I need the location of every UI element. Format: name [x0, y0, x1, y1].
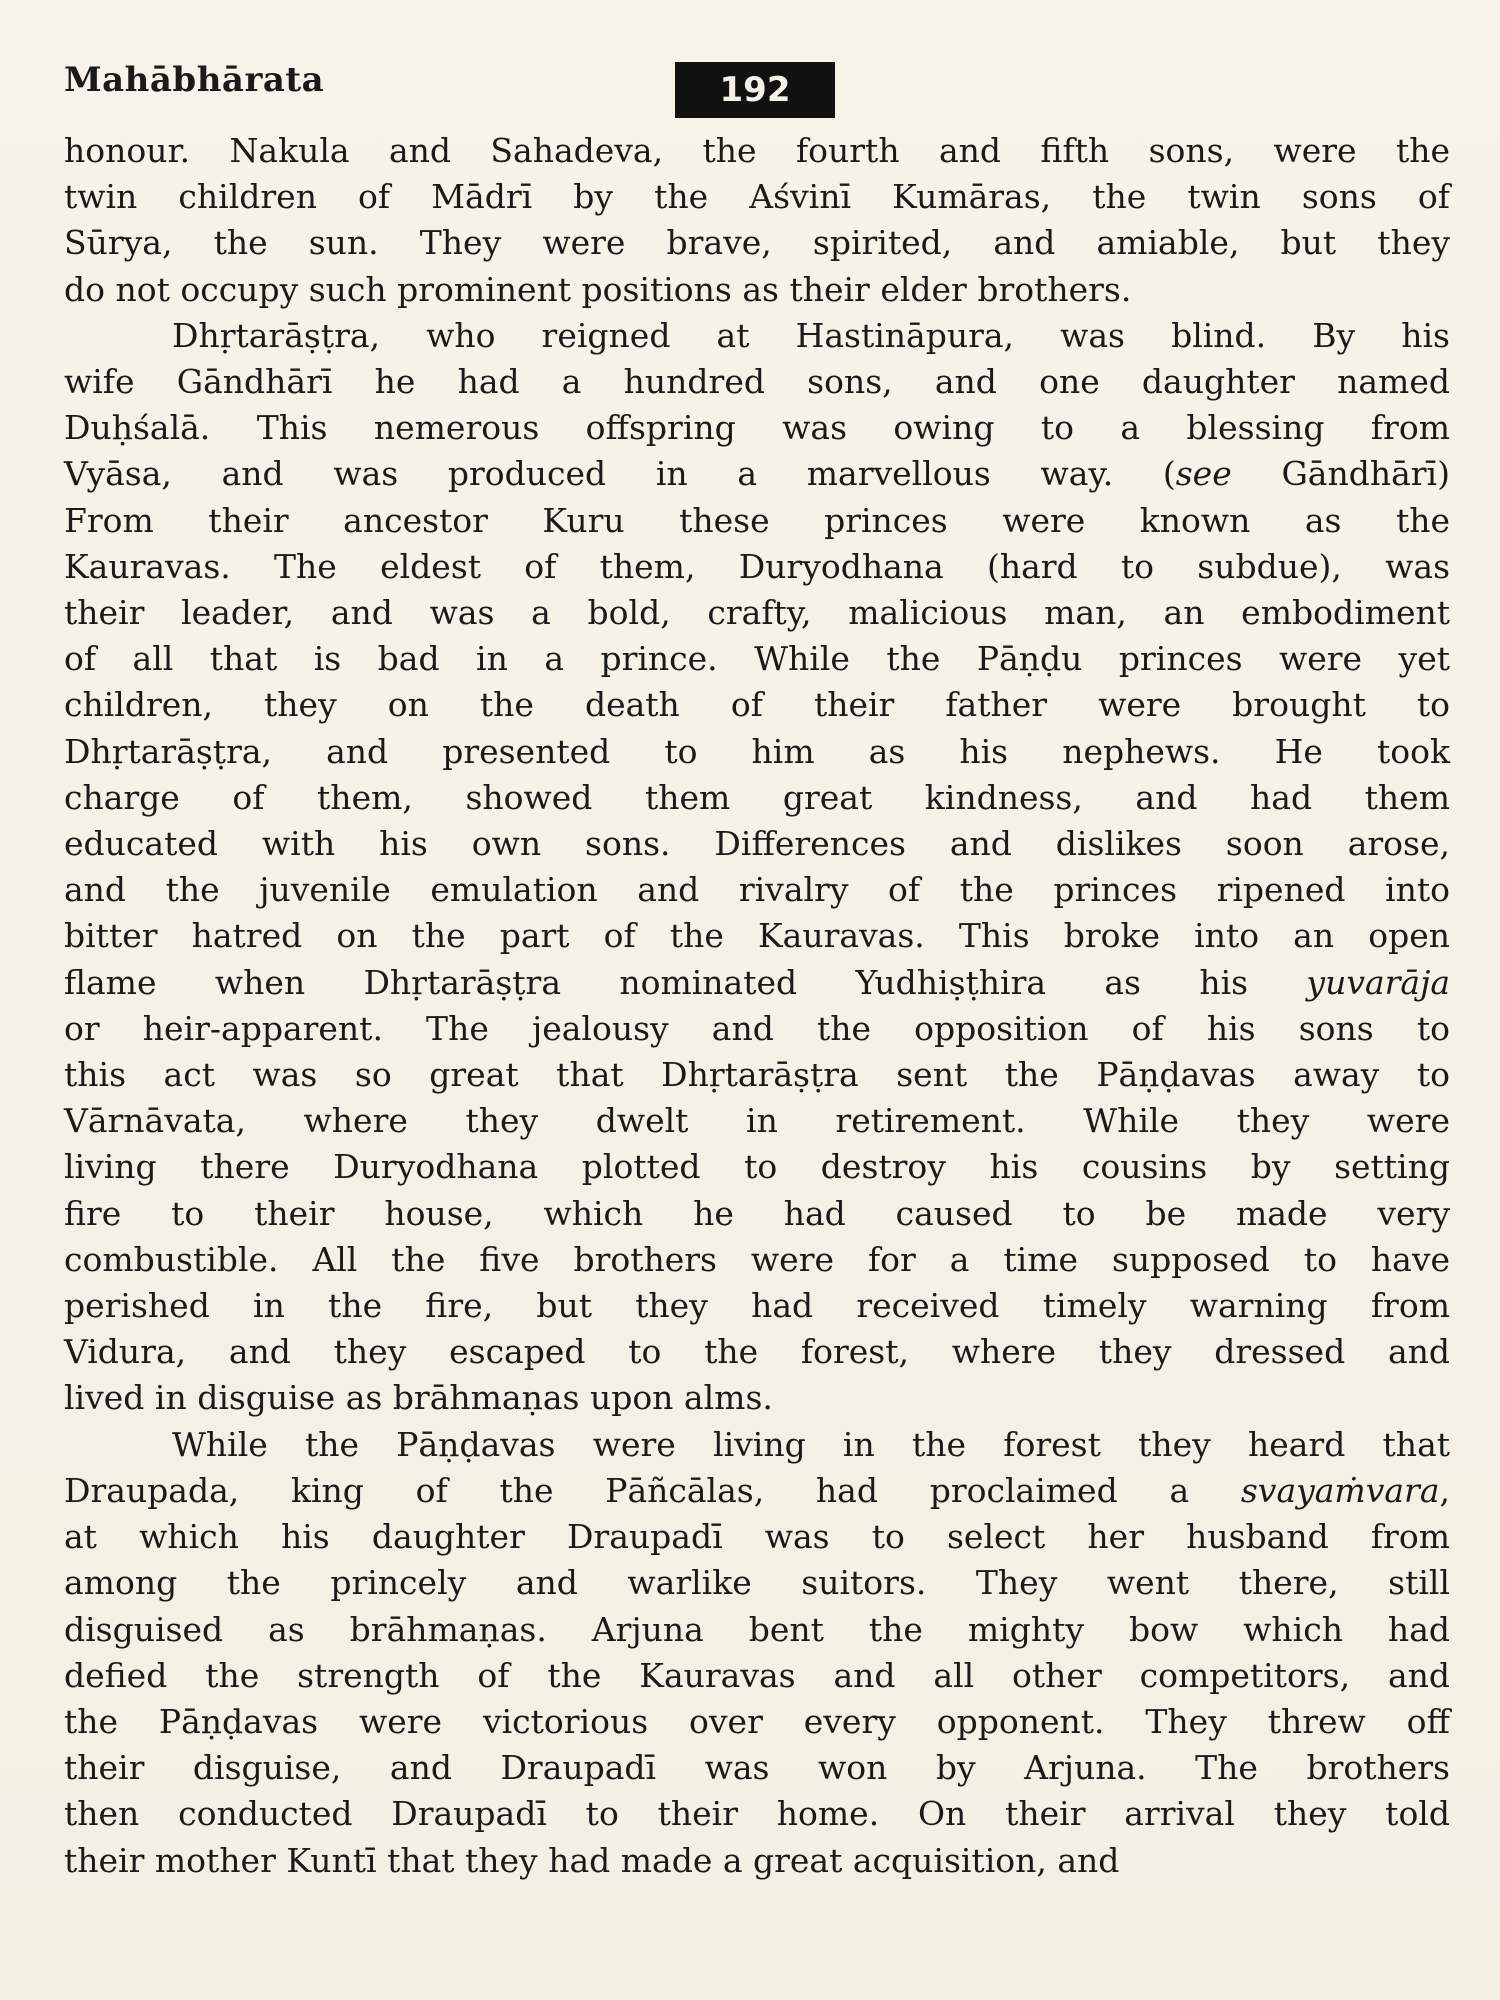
body-text: [64, 128, 1450, 1884]
text-line: bitter hatred on the part of the Kauravas. This broke into an open: [64, 916, 1450, 956]
text-line: Kauravas. The eldest of them, Duryodhana (hard to subdue), was: [64, 546, 1450, 586]
text-line: and the juvenile emulation and rivalry of the princes ripened into: [64, 870, 1450, 910]
text-line: perished in the fire, but they had received timely warning from: [64, 1286, 1450, 1326]
text-line: wife Gāndhārī he had a hundred sons, and one daughter named: [64, 362, 1450, 402]
text-line: their mother Kuntī that they had made a great acquisition, and: [64, 1840, 1120, 1880]
text-line: of all that is bad in a prince. While the Pāṇḍu princes were yet: [64, 639, 1450, 679]
text-line: disguised as brāhmaṇas. Arjuna bent the mighty bow which had: [64, 1609, 1450, 1649]
text-line: Dhṛtarāṣṭra, who reigned at Hastināpura, was blind. By his: [172, 315, 1450, 355]
paragraph-3: [64, 1422, 1450, 1884]
text-line: Duḥśalā. This nemerous offspring was owing to a blessing from: [64, 408, 1450, 448]
text-line: this act was so great that Dhṛtarāṣṭra sent the Pāṇḍavas away to: [64, 1055, 1450, 1095]
text-line: Vyāsa, and was produced in a marvellous way. (see Gāndhārī): [64, 454, 1450, 494]
text-line: educated with his own sons. Differences and dislikes soon arose,: [64, 824, 1450, 864]
text-line: charge of them, showed them great kindness, and had them: [64, 777, 1450, 817]
text-line: twin children of Mādrī by the Aśvinī Kumāras, the twin sons of: [64, 177, 1450, 217]
text-line: lived in disguise as brāhmaṇas upon alms.: [64, 1378, 773, 1418]
text-line: honour. Nakula and Sahadeva, the fourth and fifth sons, were the: [64, 131, 1450, 170]
text-line: the Pāṇḍavas were victorious over every opponent. They threw off: [64, 1701, 1450, 1741]
text-line: Vidura, and they escaped to the forest, where they dressed and: [64, 1332, 1450, 1372]
text-line: From their ancestor Kuru these princes were known as the: [64, 500, 1450, 540]
text-line: then conducted Draupadī to their home. On their arrival they told: [64, 1794, 1450, 1834]
text-line: their leader, and was a bold, crafty, malicious man, an embodiment: [64, 593, 1450, 633]
text-line: Draupada, king of the Pāñcālas, had proclaimed a svayaṁvara,: [64, 1470, 1450, 1510]
text-line: living there Duryodhana plotted to destroy his cousins by setting: [64, 1147, 1450, 1187]
page-number: 192: [675, 62, 835, 118]
text-line: Vārnāvata, where they dwelt in retirement. While they were: [64, 1101, 1450, 1141]
running-title: Mahābhārata: [64, 60, 325, 100]
text-line: children, they on the death of their father were brought to: [64, 685, 1450, 725]
text-line: at which his daughter Draupadī was to select her husband from: [64, 1517, 1450, 1557]
text-line: Dhṛtarāṣṭra, and presented to him as his nephews. He took: [64, 731, 1450, 771]
paragraph-1: [64, 128, 1450, 313]
text-line: Sūrya, the sun. They were brave, spirited, and amiable, but they: [64, 223, 1450, 263]
text-line: or heir-apparent. The jealousy and the opposition of his sons to: [64, 1008, 1450, 1048]
text-line: their disguise, and Draupadī was won by Arjuna. The brothers: [64, 1748, 1450, 1788]
paragraph-2: [64, 313, 1450, 1422]
text-line: While the Pāṇḍavas were living in the forest they heard that: [172, 1424, 1450, 1464]
text-line: flame when Dhṛtarāṣṭra nominated Yudhiṣṭhira as his yuvarāja: [64, 962, 1450, 1002]
text-line: defied the strength of the Kauravas and all other competitors, and: [64, 1655, 1450, 1695]
text-line: do not occupy such prominent positions as their elder brothers.: [64, 269, 1132, 309]
text-line: among the princely and warlike suitors. They went there, still: [64, 1563, 1450, 1603]
text-line: fire to their house, which he had caused to be made very: [64, 1193, 1450, 1233]
text-line: combustible. All the five brothers were for a time supposed to have: [64, 1239, 1450, 1279]
